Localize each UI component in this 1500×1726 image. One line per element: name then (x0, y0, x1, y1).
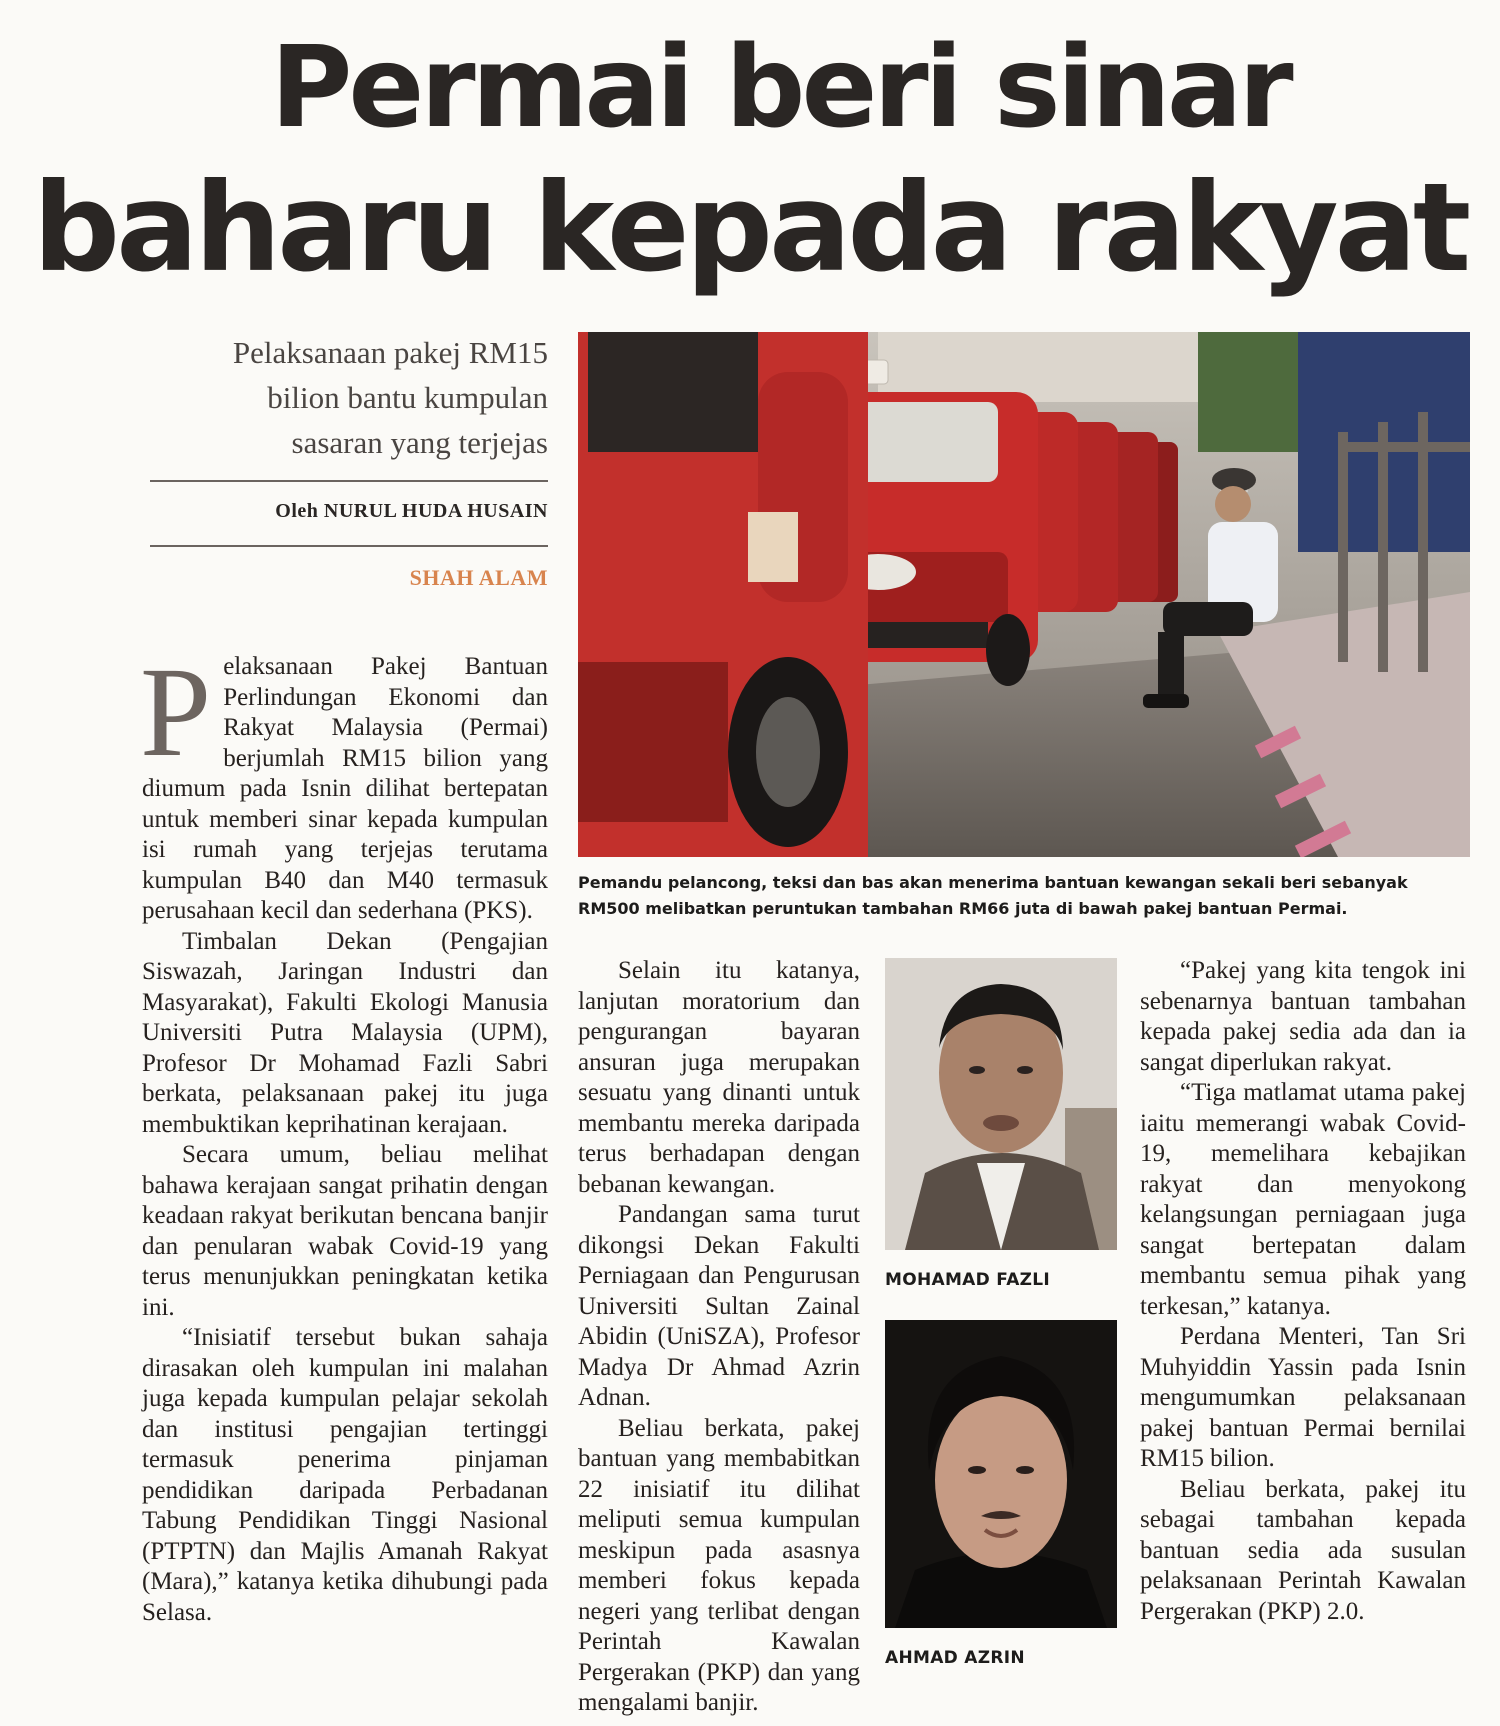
standfirst (140, 330, 548, 465)
article-column-2 (578, 956, 860, 1726)
divider-bottom (150, 545, 548, 547)
taxi-rank-illustration (578, 332, 1470, 857)
article-paragraph-3: Secara umum, beliau melihat bahawa kerajaan sangat prihatin dengan keadaan rakyat berikutan bencana banjir dan penularan wabak Covid-19 yang terus menunjukkan peningkatan ketika ini. (142, 1141, 548, 1321)
article-paragraph-7: Beliau berkata, pakej bantuan yang membabitkan 22 inisiatif itu dilihat meliputi semua kumpulan meskipun pada asasnya memberi fokus kepada negeri yang terlibat dengan Perintah Kawalan Pergerakan (PKP) dan yang mengalami banjir. (578, 1414, 860, 1716)
article-column-3 (1140, 956, 1466, 1661)
headline (0, 18, 1500, 298)
article-paragraph-6: Pandangan sama turut dikongsi Dekan Fakulti Perniagaan dan Pengurusan Universiti Sultan Zainal Abidin (UniSZA), Profesor Madya Dr Ahmad Azrin Adnan. (578, 1201, 860, 1411)
photo-caption (578, 870, 1478, 922)
standfirst-line-1: Pelaksanaan pakej RM15 (232, 335, 548, 370)
byline: Oleh NURUL HUDA HUSAIN (275, 500, 548, 522)
article-paragraph-2: Timbalan Dekan (Pengajian Siswazah, Jaringan Industri dan Masyarakat), Fakulti Ekologi Manusia Universiti Putra Malaysia (UPM), Profesor Dr Mohamad Fazli Sabri berkata, pelaksanaan pakej itu juga membuktikan keprihatinan kerajaan. (142, 927, 548, 1138)
headline-line-1: Permai beri sinar (270, 23, 1290, 153)
caption-line-1: Pemandu pelancong, teksi dan bas akan menerima bantuan kewangan sekali beri sebanyak (578, 873, 1408, 892)
standfirst-line-2: bilion bantu kumpulan (267, 380, 548, 415)
portrait-2-illustration (885, 1320, 1117, 1628)
article-paragraph-11: Beliau berkata, pakej itu sebagai tambahan kepada bantuan sedia ada susulan pelaksanaan Perintah Kawalan Pergerakan (PKP) 2.0. (1140, 1475, 1466, 1625)
article-paragraph-9: “Tiga matlamat utama pakej iaitu memerangi wabak Covid-19, memelihara kebajikan rakyat dan menyokong kelangsungan perniagaan juga sangat bertepatan dalam membantu semua pihak yang terkesan,” katanya. (1140, 1079, 1466, 1320)
article-paragraph-8: “Pakej yang kita tengok ini sebenarnya bantuan tambahan kepada pakej sedia ada dan ia sangat diperlukan rakyat. (1140, 957, 1466, 1076)
portrait-2-name: AHMAD AZRIN (885, 1648, 1025, 1668)
drop-cap: P (140, 641, 212, 783)
dateline: SHAH ALAM (409, 565, 548, 590)
standfirst-line-3: sasaran yang terjejas (291, 425, 548, 460)
article-paragraph-4: “Inisiatif tersebut bukan sahaja dirasakan oleh kumpulan ini malahan juga kepada kumpulan pelajar sekolah dan institusi pengajian tertinggi termasuk penerima pinjaman pendidikan daripada Perbadanan Tabung Pendidikan Tinggi Nasional (PTPTN) dan Majlis Amanah Rakyat (Mara),” katanya ketika dihubungi pada Selasa. (142, 1324, 548, 1626)
portrait-1-illustration (885, 958, 1117, 1250)
taxi-rank-photo (578, 332, 1470, 857)
portrait-mohamad-fazli (885, 958, 1117, 1250)
caption-line-2: RM500 melibatkan peruntukan tambahan RM66 juta di bawah pakej bantuan Permai. (578, 899, 1348, 918)
article-paragraph-10: Perdana Menteri, Tan Sri Muhyiddin Yassin pada Isnin mengumumkan pelaksanaan pakej bantuan Permai bernilai RM15 bilion. (1140, 1323, 1466, 1472)
headline-line-2: baharu kepada rakyat (32, 157, 1468, 299)
divider-top (150, 480, 548, 482)
article-paragraph-1: Pelaksanaan Pakej Bantuan Perlindungan Ekonomi dan Rakyat Malaysia (Permai) berjumlah RM15 bilion yang diumum pada Isnin dilihat bertepatan untuk memberi sinar kepada kumpulan isi rumah yang terjejas terutama kumpulan B40 dan M40 termasuk perusahaan kecil dan sederhana (PKS). (140, 641, 548, 924)
portrait-1-name: MOHAMAD FAZLI (885, 1270, 1051, 1290)
article-column-1 (140, 641, 548, 1722)
portrait-ahmad-azrin (885, 1320, 1117, 1628)
article-paragraph-5: Selain itu katanya, lanjutan moratorium dan pengurangan bayaran ansuran juga merupakan sesuatu yang dinanti untuk membantu mereka daripada terus berhadapan dengan bebanan kewangan. (578, 957, 860, 1198)
